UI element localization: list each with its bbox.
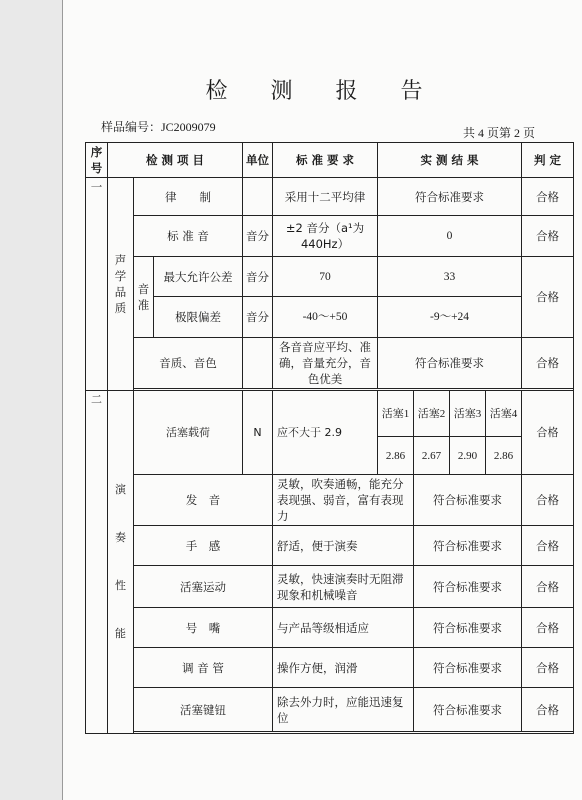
result-mouthpiece: 符合标准要求: [414, 608, 522, 648]
verdict-pitch: 合格: [522, 257, 574, 338]
report-page: [62, 0, 582, 800]
standard-piston-button: 除去外力时，应能迅速复位: [273, 688, 414, 732]
verdict-standard-pitch: 合格: [522, 216, 574, 257]
result-max-deviation: 33: [378, 257, 522, 297]
piston-1-value: 2.86: [378, 437, 414, 475]
item-piston-motion: 活塞运动: [134, 566, 273, 608]
standard-tuning-slide: 操作方便，润滑: [273, 648, 414, 688]
result-limit-deviation: -9～+24: [378, 297, 522, 338]
item-timbre: 音质、音色: [134, 338, 243, 389]
section-label-performance: 演奏性能: [108, 391, 134, 734]
standard-timbre: 各音音应平均、准确，音量充分，音色优美: [273, 338, 378, 389]
item-piston-button: 活塞键钮: [134, 688, 273, 732]
result-piston-motion: 符合标准要求: [414, 566, 522, 608]
row-max-deviation: [86, 257, 574, 297]
sample-number: 样品编号：JC2009079: [101, 120, 216, 134]
verdict-sound: 合格: [522, 475, 574, 526]
header-item: 检 测 项 目: [108, 143, 243, 178]
standard-piston-motion: 灵敏，快速演奏时无阻滞现象和机械噪音: [273, 566, 414, 608]
item-max-deviation: 最大允许公差: [154, 257, 243, 297]
item-limit-deviation: 极限偏差: [154, 297, 243, 338]
header-result: 实 测 结 果: [378, 143, 522, 178]
row-temperament: [86, 178, 574, 216]
row-mouthpiece: [86, 608, 574, 648]
header-seq: 序号: [86, 143, 108, 178]
verdict-piston-load: 合格: [522, 391, 574, 475]
row-feel: [86, 526, 574, 566]
unit-limit-deviation: 音分: [243, 297, 273, 338]
item-mouthpiece: 号 嘴: [134, 608, 273, 648]
verdict-tuning-slide: 合格: [522, 648, 574, 688]
unit-standard-pitch: 音分: [243, 216, 273, 257]
verdict-temperament: 合格: [522, 178, 574, 216]
result-temperament: 符合标准要求: [378, 178, 522, 216]
header-standard: 标 准 要 求: [273, 143, 378, 178]
piston-3-value: 2.90: [450, 437, 486, 475]
item-piston-load: 活塞载荷: [134, 391, 243, 475]
pitch-group-label: 音准: [134, 257, 154, 338]
section-label-acoustic: 声学品质: [108, 178, 134, 391]
header-verdict: 判 定: [522, 143, 574, 178]
result-piston-button: 符合标准要求: [414, 688, 522, 732]
verdict-feel: 合格: [522, 526, 574, 566]
unit-piston-load: N: [243, 391, 273, 475]
standard-temperament: 采用十二平均律: [273, 178, 378, 216]
report-title: 检 测 报 告: [205, 79, 441, 104]
unit-max-deviation: 音分: [243, 257, 273, 297]
item-standard-pitch: 标 准 音: [134, 216, 243, 257]
result-sound: 符合标准要求: [414, 475, 522, 526]
item-tuning-slide: 调 音 管: [134, 648, 273, 688]
piston-2-label: 活塞2: [414, 391, 450, 437]
standard-max-deviation: 70: [273, 257, 378, 297]
standard-piston-load: 应不大于 2.9: [273, 391, 378, 475]
verdict-timbre: 合格: [522, 338, 574, 389]
result-standard-pitch: 0: [378, 216, 522, 257]
standard-limit-deviation: -40～+50: [273, 297, 378, 338]
section-no-acoustic: 一: [86, 178, 108, 391]
verdict-mouthpiece: 合格: [522, 608, 574, 648]
result-timbre: 符合标准要求: [378, 338, 522, 389]
section-no-performance: 二: [86, 391, 108, 734]
standard-feel: 舒适，便于演奏: [273, 526, 414, 566]
standard-mouthpiece: 与产品等级相适应: [273, 608, 414, 648]
verdict-piston-button: 合格: [522, 688, 574, 732]
row-tuning-slide: [86, 648, 574, 688]
header-row: [86, 143, 574, 178]
row-piston-motion: [86, 566, 574, 608]
result-feel: 符合标准要求: [414, 526, 522, 566]
page-info: 共 4 页第 2 页: [462, 126, 535, 140]
unit-timbre: [243, 338, 273, 389]
piston-3-label: 活塞3: [450, 391, 486, 437]
piston-1-label: 活塞1: [378, 391, 414, 437]
header-unit: 单位: [243, 143, 273, 178]
unit-temperament: [243, 178, 273, 216]
row-timbre: [86, 338, 574, 389]
result-tuning-slide: 符合标准要求: [414, 648, 522, 688]
row-standard-pitch: [86, 216, 574, 257]
report-table: [85, 142, 574, 734]
item-sound: 发 音: [134, 475, 273, 526]
standard-standard-pitch: ±2 音分（a¹为 440Hz）: [273, 216, 378, 257]
piston-4-label: 活塞4: [486, 391, 522, 437]
verdict-piston-motion: 合格: [522, 566, 574, 608]
spacer-row-2: [86, 732, 574, 734]
standard-sound: 灵敏，吹奏通畅，能充分表现强、弱音，富有表现力: [273, 475, 414, 526]
item-feel: 手 感: [134, 526, 273, 566]
piston-4-value: 2.86: [486, 437, 522, 475]
row-piston-button: [86, 688, 574, 732]
row-sound: [86, 475, 574, 526]
item-temperament: 律 制: [134, 178, 243, 216]
row-limit-deviation: [86, 297, 574, 338]
piston-2-value: 2.67: [414, 437, 450, 475]
row-piston-load-head: [86, 391, 574, 437]
